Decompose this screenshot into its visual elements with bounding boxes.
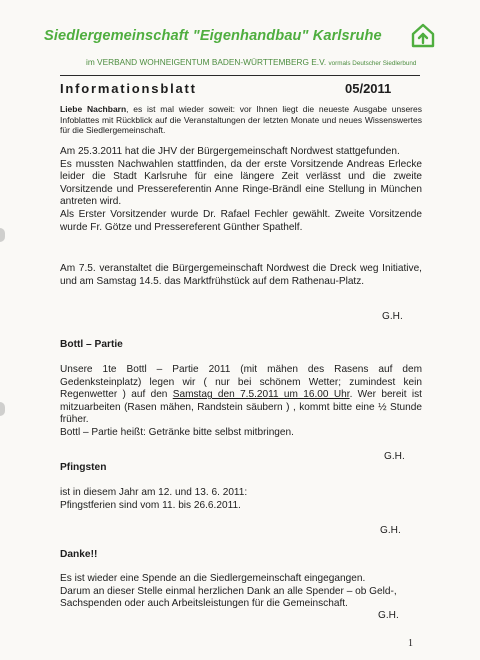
header-divider xyxy=(60,75,420,76)
bottl-text: Unsere 1te Bottl – Partie 2011 (mit mähen des Rasens auf dem Gedenksteinplatz) legen wir ( nur bei schönem Wetter; zumindest kein Regenwetter ) auf den xyxy=(60,364,422,401)
pfingsten-section xyxy=(60,487,422,512)
bottl-section xyxy=(60,364,422,440)
jhv-section xyxy=(60,146,422,234)
donation-notice: Es ist wieder eine Spende an die Siedlergemeinschaft eingegangen. xyxy=(60,573,366,584)
organization-name: Siedlergemeinschaft "Eigenhandbau" Karlsruhe xyxy=(44,28,382,44)
bottl-text-cont: . Wer bereit ist mitzuarbeiten (Rasen mähen, Randstein säubern ) , kommt bitte eine ½ Stunde früher. xyxy=(60,389,422,426)
punch-hole-mark xyxy=(0,228,5,242)
association-name: im VERBAND WOHNEIGENTUM BADEN-WÜRTTEMBERG E.V. xyxy=(86,57,327,67)
events-paragraph: Am 7.5. veranstaltet die Bürgergemeinschaft Nordwest die Dreck weg Initiative, und am Samstag 14.5. das Marktfrühstück auf dem Rathenau-Platz. xyxy=(60,263,422,287)
association-line xyxy=(86,57,416,67)
bottl-drinks-note: Bottl – Partie heißt: Getränke bitte selbst mitbringen. xyxy=(60,426,294,438)
pfingsten-dates: ist in diesem Jahr am 12. und 13. 6. 2011: xyxy=(60,487,248,498)
signature: G.H. xyxy=(384,451,405,462)
intro-text: , es ist mal wieder soweit: vor Ihnen liegt die neueste Ausgabe unseres Infoblattes mit Rückblick auf die Veranstaltungen der letzten Monate und neues Wissenswertes für die Siedlergemeinschaft. xyxy=(60,104,422,135)
signature: G.H. xyxy=(380,525,401,536)
section-heading-bottl: Bottl – Partie xyxy=(60,339,123,350)
section-heading-danke: Danke!! xyxy=(60,549,98,560)
signature: G.H. xyxy=(382,311,403,322)
issue-number: 05/2011 xyxy=(345,81,392,96)
house-logo-icon xyxy=(410,22,436,48)
pfingsten-holidays: Pfingstferien sind vom 11. bis 26.6.2011. xyxy=(60,499,241,511)
signature: G.H. xyxy=(378,610,399,621)
jhv-paragraph: Am 25.3.2011 hat die JHV der Bürgergemeinschaft Nordwest stattgefunden. xyxy=(60,146,400,157)
punch-hole-mark xyxy=(0,402,5,416)
intro-paragraph xyxy=(60,104,422,136)
formerly-note: vormals Deutscher Siedlerbund xyxy=(328,60,417,67)
bottl-date: Samstag den 7.5.2011 um 16.00 Uhr xyxy=(172,389,350,401)
page-number: 1 xyxy=(408,638,413,649)
new-board-paragraph: Als Erster Vorsitzender wurde Dr. Rafael Fechler gewählt. Zweite Vorsitzende wurde Fr. Götze und Pressereferent Günther Spathelf. xyxy=(60,208,422,233)
danke-section xyxy=(60,573,422,611)
thanks-text: Darum an dieser Stelle einmal herzlichen Dank an alle Spender – ob Geld-, Sachspenden oder auch Arbeitsleistungen für die Gemeinschaft. xyxy=(60,585,397,610)
election-paragraph: Es mussten Nachwahlen stattfinden, da der erste Vorsitzende Andreas Erlecke leider die Stadt Karlsruhe für eine längere Zeit verlässt und die zweite Vorsitzende und Pressereferentin Anne Ringe-Brändl eine Stellung in München antreten wird. xyxy=(60,158,422,208)
greeting: Liebe Nachbarn xyxy=(60,104,127,114)
document-title: Informationsblatt xyxy=(60,81,197,96)
section-heading-pfingsten: Pfingsten xyxy=(60,462,107,473)
